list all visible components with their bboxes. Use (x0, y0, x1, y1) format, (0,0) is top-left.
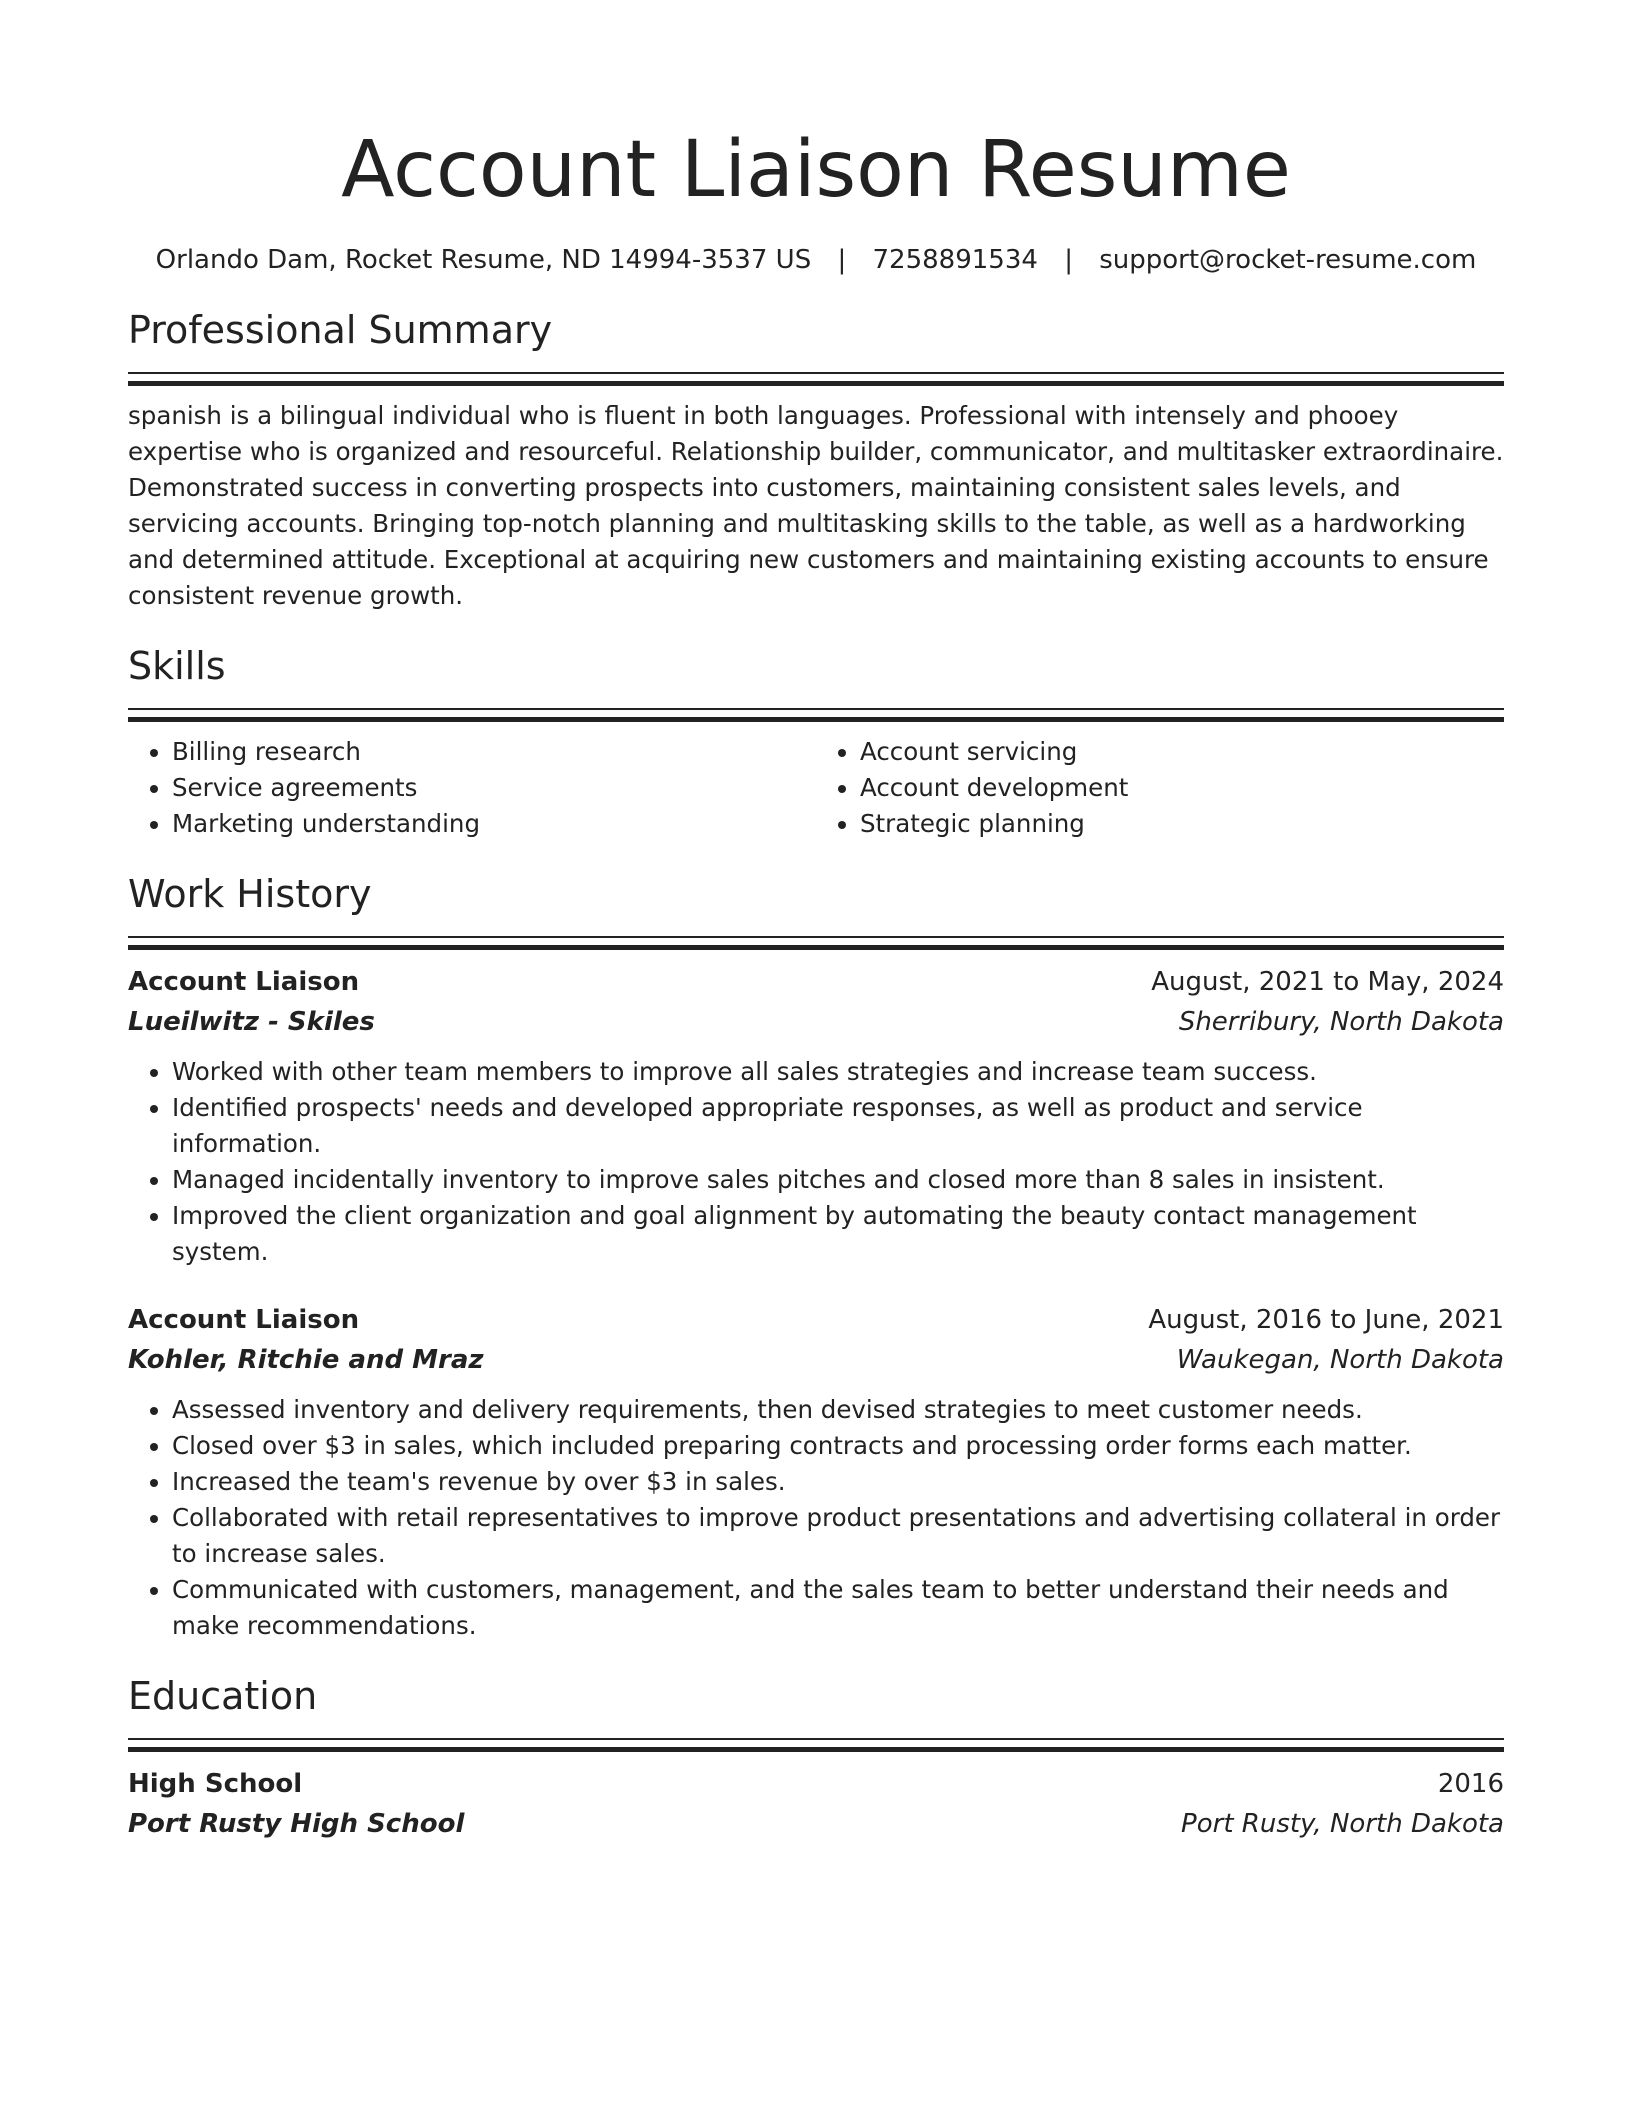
job-company-row (128, 1002, 1504, 1042)
education-entry (128, 1764, 1504, 1844)
contact-address: Orlando Dam, Rocket Resume, ND 14994-3537 US (155, 245, 812, 275)
section-divider (128, 372, 1504, 386)
summary-text: spanish is a bilingual individual who is fluent in both languages. Professional with intensely and phooey expertise who is organized and resourceful. Relationship builder, communicator, and multitasker extraordinaire. Demonstrated success in converting prospects into customers, maintaining consistent sales levels, and servicing accounts. Bringing top-notch planning and multitasking skills to the table, as well as a hardworking and determined attitude. Exceptional at acquiring new customers and maintaining existing accounts to ensure consistent revenue growth. (128, 401, 1504, 610)
contact-separator: | (837, 245, 847, 275)
job-bullets (128, 1392, 1504, 1644)
contact-separator: | (1064, 245, 1073, 275)
list-item: • Improved the client organization and goal alignment by automating the beauty contact management system. (172, 1198, 1504, 1270)
list-item: • Increased the team's revenue by over $3 in sales. (172, 1464, 1504, 1500)
skill-item: • Marketing understanding (172, 806, 816, 842)
skill-item: • Billing research (172, 734, 816, 770)
list-item: • Communicated with customers, management, and the sales team to better understand their needs and make recommendations. (172, 1572, 1504, 1644)
skills-grid (128, 734, 1504, 842)
education-degree: High School (128, 1769, 303, 1799)
job-location: Waukegan, North Dakota (1176, 1345, 1504, 1375)
list-item: • Closed over $3 in sales, which included preparing contracts and processing order forms each matter. (172, 1428, 1504, 1464)
education-year: 2016 (1437, 1769, 1504, 1799)
list-item: • Identified prospects' needs and developed appropriate responses, as well as product and service information. (172, 1090, 1504, 1162)
job-header-row (128, 962, 1504, 1002)
contact-phone: 7258891534 (872, 245, 1038, 275)
job-dates: August, 2016 to June, 2021 (1148, 1305, 1504, 1335)
job-header-row (128, 1300, 1504, 1340)
job-dates: August, 2021 to May, 2024 (1151, 967, 1504, 997)
education-header-row (128, 1764, 1504, 1804)
education-school: Port Rusty High School (128, 1809, 465, 1839)
list-item: • Managed incidentally inventory to improve sales pitches and closed more than 8 sales in insistent. (172, 1162, 1504, 1198)
summary-section (128, 304, 1504, 614)
job-company: Kohler, Ritchie and Mraz (128, 1345, 484, 1375)
education-school-row (128, 1804, 1504, 1844)
summary-heading: Professional Summary (128, 308, 553, 352)
section-divider (128, 1738, 1504, 1752)
list-item: • Collaborated with retail representatives to improve product presentations and advertising collateral in order to increase sales. (172, 1500, 1504, 1572)
skill-item: • Service agreements (172, 770, 816, 806)
work-heading: Work History (128, 872, 372, 916)
education-section (128, 1670, 1504, 1844)
job-location: Sherribury, North Dakota (1178, 1007, 1504, 1037)
job-title: Account Liaison (128, 1305, 360, 1335)
job-entry (128, 962, 1504, 1270)
education-location: Port Rusty, North Dakota (1181, 1809, 1504, 1839)
contact-email: support@rocket-resume.com (1099, 245, 1477, 275)
contact-line (128, 242, 1504, 278)
skills-section (128, 640, 1504, 842)
work-section (128, 868, 1504, 1644)
job-company: Lueilwitz - Skiles (128, 1007, 375, 1037)
education-heading: Education (128, 1674, 318, 1718)
list-item: • Assessed inventory and delivery requirements, then devised strategies to meet customer needs. (172, 1392, 1504, 1428)
skills-heading: Skills (128, 644, 226, 688)
job-title: Account Liaison (128, 967, 360, 997)
job-entry (128, 1300, 1504, 1644)
skills-list-right (816, 734, 1504, 842)
list-item: • Worked with other team members to improve all sales strategies and increase team success. (172, 1054, 1504, 1090)
skills-list-left (128, 734, 816, 842)
skill-item: • Account servicing (860, 734, 1504, 770)
job-company-row (128, 1340, 1504, 1380)
skill-item: • Account development (860, 770, 1504, 806)
skill-item: • Strategic planning (860, 806, 1504, 842)
page-title: Account Liaison Resume (341, 125, 1291, 215)
job-bullets (128, 1054, 1504, 1270)
section-divider (128, 936, 1504, 950)
section-divider (128, 708, 1504, 722)
